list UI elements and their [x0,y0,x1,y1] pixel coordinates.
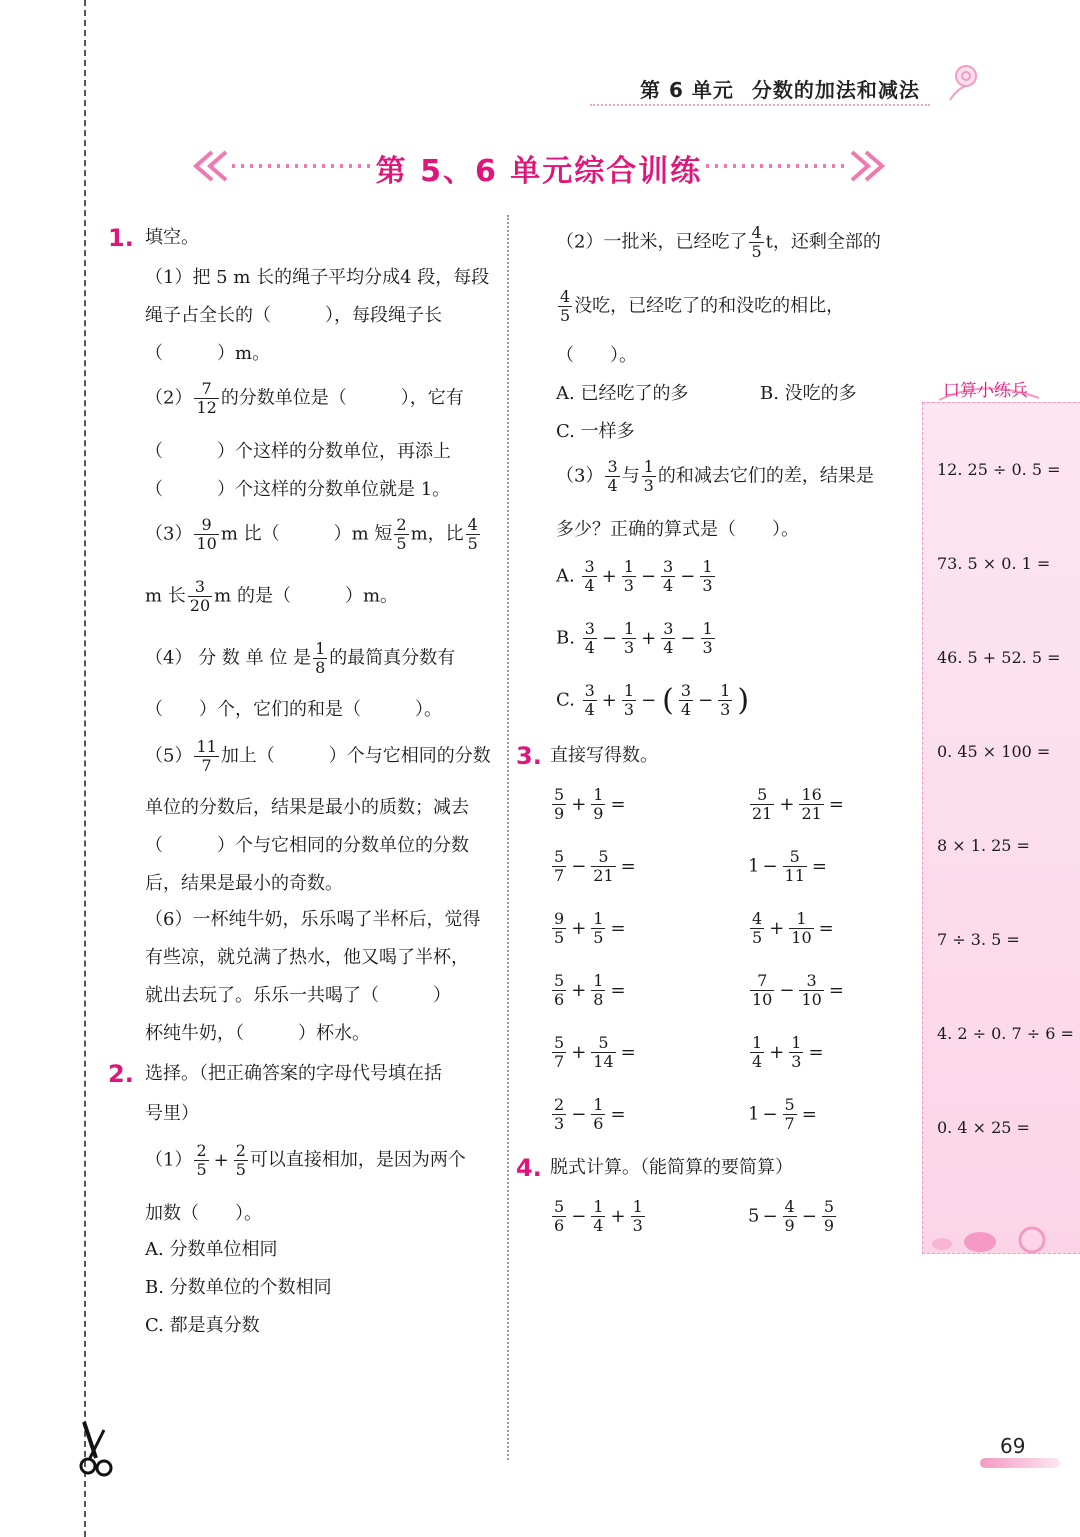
q1-line: （1）把 5 m 长的绳子平均分成4 段，每段 [145,267,490,288]
q1-p4: （4） 分 数 单 位 是 $\frac{1}{8}$ 的最简真分数有 [145,639,456,677]
fraction: $\frac{4}{5}$ [752,909,763,947]
q1-line: 杯纯牛奶，（ ）杯水。 [145,1023,370,1044]
q3-number: 3. [516,742,542,770]
fraction: $\frac{1}{6}$ [593,1095,604,1133]
unit-title: 分数的加法和减法 [751,78,920,102]
q1-line: （ ）个，它们的和是（ ）。 [145,699,442,720]
fraction: $\frac{1}{4}$ [593,1197,604,1235]
page-title: 第 5、6 单元综合训练 [375,154,703,189]
fraction: $\frac{4}{5}$ [560,287,571,325]
fraction: $\frac{16}{21}$ [801,785,822,823]
q2-option: A. 分数单位相同 [145,1239,278,1260]
q3-item: $\frac{5}{9}$ + $\frac{1}{9}$ = [554,785,626,823]
q1-line: （ ）个这样的分数单位就是 1。 [145,479,451,500]
q2-p3: （3） $\frac{3}{4}$ 与 $\frac{1}{3}$ 的和减去它们的差，结果是 [556,457,874,495]
q1-line: 单位的分数后，结果是最小的质数；减去 [145,797,469,818]
q2-option: B. 没吃的多 [760,383,857,404]
q2-p2-cont: $\frac{4}{5}$ 没吃，已经吃了的和没吃的相比， [560,287,845,325]
q2-number: 2. [108,1060,134,1088]
q2-label: 选择。（把正确答案的字母代号填在括 [145,1063,442,1084]
text: 的分数单位是（ ），它有 [220,387,464,409]
scissors-icon [72,1420,122,1480]
oral-item: 8 × 1. 25 = [937,836,1030,855]
q2-option: B. 分数单位的个数相同 [145,1277,332,1298]
fraction: $\frac{3}{4}$ [584,681,595,719]
cut-line [84,0,86,1537]
fraction: $\frac{4}{9}$ [784,1197,795,1235]
q2-p1-cont: 加数（ ）。 [145,1203,262,1224]
fraction: $\frac{1}{3}$ [720,681,731,719]
q1-line: 就出去玩了。乐乐一共喝了（ ） [145,985,451,1006]
q3-item: $\frac{5}{6}$ + $\frac{1}{8}$ = [554,971,626,1009]
fraction: $\frac{3}{4}$ [663,619,674,657]
q1-line: 有些凉，就兑满了热水，他又喝了半杯， [145,947,469,968]
fraction: $\frac{5}{6}$ [554,971,565,1009]
column-divider [507,215,509,1460]
q2-expr-b: B. $\frac{3}{4}$ − $\frac{1}{3}$ + $\frac{3}{4}$ − $\frac{1}{3}$ [556,619,713,657]
shell-decoration-icon [928,1222,1058,1262]
fraction: $\frac{5}{11}$ [784,847,805,885]
oral-item: 0. 4 × 25 = [937,1118,1030,1137]
fraction: $\frac{3}{4}$ [584,557,595,595]
q3-item: $\frac{5}{21}$ + $\frac{16}{21}$ = [752,785,844,823]
fraction: $\frac{1}{3}$ [702,557,713,595]
q3-item: 1 − $\frac{5}{11}$ = [748,847,827,885]
q3-item: $\frac{5}{7}$ + $\frac{5}{14}$ = [554,1033,636,1071]
fraction: $\frac{1}{3}$ [632,1197,643,1235]
q1-line: 绳子占全长的（ ），每段绳子长 [145,305,442,326]
fraction: $\frac{5}{21}$ [593,847,614,885]
q3-item: $\frac{7}{10}$ − $\frac{3}{10}$ = [752,971,844,1009]
fraction: $\frac{7}{10}$ [752,971,773,1009]
fraction: $\frac{9}{10}$ [196,515,217,553]
fraction: $\frac{1}{4}$ [752,1033,763,1071]
fraction: $\frac{1}{10}$ [791,909,812,947]
q1-p2 [145,380,464,417]
q1-line: 后，结果是最小的奇数。 [145,873,343,894]
unit-header [640,74,938,103]
q1-line: （6）一杯纯牛奶，乐乐喝了半杯后，觉得 [145,909,481,930]
q2-p1: （1） $\frac{2}{5}$ + $\frac{2}{5}$ 可以直接相加，是因为两个 [145,1141,466,1179]
q4-label: 脱式计算。（能简算的要简算） [550,1157,793,1178]
fraction: $\frac{2}{5}$ [396,515,407,553]
q2-p3-cont: 多少？正确的算式是（ ）。 [556,519,799,540]
fraction: $\frac{5}{21}$ [752,785,773,823]
q2-option: C. 一样多 [556,421,635,442]
oral-item: 7 ÷ 3. 5 = [937,930,1020,949]
q3-item: $\frac{2}{3}$ − $\frac{1}{6}$ = [554,1095,626,1133]
fraction: $\frac{2}{3}$ [554,1095,565,1133]
fraction: $\frac{3}{4}$ [584,619,595,657]
unit-number: 第 6 单元 [640,78,734,102]
flower-icon [940,60,984,106]
fraction: $\frac{3}{4}$ [680,681,692,719]
fraction: $\frac{1}{3}$ [702,619,713,657]
q3-item: $\frac{9}{5}$ + $\frac{1}{5}$ = [554,909,626,947]
q2-label-cont: 号里） [145,1103,199,1124]
page-number: 69 [1000,1434,1026,1458]
q4-expr-1: $\frac{5}{6}$ − $\frac{1}{4}$ + $\frac{1}{3}$ [554,1197,643,1235]
fraction: $\frac{2}{5}$ [196,1141,207,1179]
q1-line: （ ）m。 [145,343,271,364]
text: （2） [145,387,193,409]
oral-item: 73. 5 × 0. 1 = [937,554,1051,573]
q3-item: $\frac{1}{4}$ + $\frac{1}{3}$ = [752,1033,824,1071]
q2-option: A. 已经吃了的多 [556,383,689,404]
q1-line: （ ）个与它相同的分数单位的分数 [145,835,469,856]
fraction: $\frac{1}{8}$ [593,971,604,1009]
q3-item: $\frac{4}{5}$ + $\frac{1}{10}$ = [752,909,834,947]
q2-p2-blank: （ ）。 [556,345,637,366]
fraction: $\frac{1}{3}$ [791,1033,802,1071]
q3-label: 直接写得数。 [550,745,658,766]
q3-item: 1 − $\frac{5}{7}$ = [748,1095,817,1133]
q1-p5: （5） $\frac{11}{7}$ 加上（ ）个与它相同的分数 [145,737,491,775]
fraction: $\frac{1}{3}$ [623,619,635,657]
fraction: $\frac{5}{7}$ [554,847,565,885]
header-divider [590,104,930,106]
oral-item: 46. 5 + 52. 5 = [937,648,1061,667]
fraction: $\frac{1}{8}$ [315,639,326,677]
fraction: $\frac{1}{5}$ [593,909,604,947]
fraction: $\frac{1}{3}$ [643,457,654,495]
panel-title-text: 口算小练兵 [943,381,1028,401]
q4-number: 4. [516,1154,542,1182]
fraction: $\frac{2}{5}$ [235,1141,246,1179]
fraction: $\frac{3}{10}$ [801,971,822,1009]
fraction: $\frac{5}{7}$ [554,1033,565,1071]
fraction: $\frac{5}{14}$ [593,1033,614,1071]
fraction: $\frac{1}{3}$ [623,681,635,719]
oral-item: 12. 25 ÷ 0. 5 = [937,460,1061,479]
fraction: $\frac{3}{4}$ [663,557,674,595]
q4-expr-2: 5 − $\frac{4}{9}$ − $\frac{5}{9}$ [748,1197,835,1235]
q1-line: （ ）个这样的分数单位，再添上 [145,441,451,462]
fraction: $\frac{4}{5}$ [751,223,762,261]
q2-expr-c: C. $\frac{3}{4}$ + $\frac{1}{3}$ − ( $\frac{3}{4}$ − $\frac{1}{3}$ ) [556,681,750,719]
fraction: $\frac{3}{4}$ [607,457,618,495]
q2-option: C. 都是真分数 [145,1315,260,1336]
page-number-bar [980,1458,1060,1468]
oral-item: 0. 45 × 100 = [937,742,1051,761]
q1-p3: （3） $\frac{9}{10}$ m 比（ ）m 短 $\frac{2}{5}$ m，比 $\frac{4}{5}$ [145,515,478,553]
q3-item: $\frac{5}{7}$ − $\frac{5}{21}$ = [554,847,636,885]
q1-label: 填空。 [145,227,199,248]
q2-expr-a: A. $\frac{3}{4}$ + $\frac{1}{3}$ − $\frac{3}{4}$ − $\frac{1}{3}$ [556,557,713,595]
fraction: $\frac{9}{5}$ [554,909,565,947]
q1-number: 1. [108,224,134,252]
q1-line: m 长 $\frac{3}{20}$ m 的是（ ）m。 [145,577,399,615]
fraction: $\frac{5}{9}$ [554,785,565,823]
fraction: $\frac{4}{5}$ [467,515,478,553]
q2-p2: （2）一批米，已经吃了 $\frac{4}{5}$ t，还剩全部的 [556,223,881,261]
fraction: $\frac{1}{3}$ [623,557,634,595]
fraction: $\frac{5}{7}$ [784,1095,795,1133]
section-title-bar [182,140,896,190]
fraction: $\frac{3}{20}$ [189,577,211,615]
fraction: $\frac{5}{9}$ [823,1197,835,1235]
fraction: $\frac{1}{9}$ [593,785,604,823]
fraction: $\frac{11}{7}$ [196,737,217,775]
oral-item: 4. 2 ÷ 0. 7 ÷ 6 = [937,1024,1074,1043]
oral-practice-title [935,368,1045,408]
fraction: $\frac{5}{6}$ [554,1197,565,1235]
fraction: $\frac{7}{12}$ [196,379,217,417]
